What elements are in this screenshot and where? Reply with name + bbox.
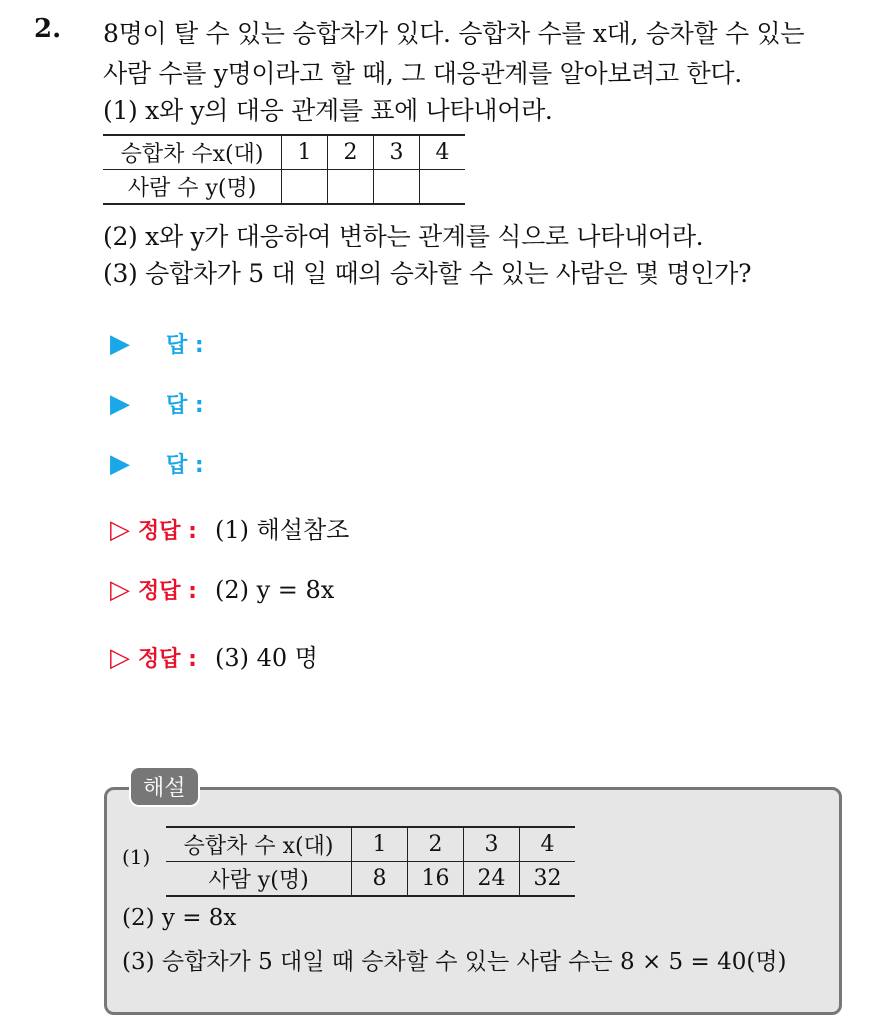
table-blank-cell[interactable] [328, 170, 374, 205]
outline-triangle-icon: ▷ [110, 643, 130, 673]
table-header-people: 사람 수 y(명) [127, 176, 257, 201]
outline-triangle-icon: ▷ [110, 575, 130, 605]
explanation-part2: (2) y = 8x [122, 905, 237, 931]
table-cell: 3 [374, 135, 420, 170]
table-cell: 2 [328, 135, 374, 170]
table-cell: 24 [464, 862, 520, 897]
answer-label: 답 : [166, 453, 204, 478]
problem-text-line1: 8명이 탈 수 있는 승합차가 있다. 승합차 수를 x대, 승차할 수 있는 [103, 19, 805, 48]
table-cell: 2 [408, 827, 464, 862]
answer-slot-1[interactable] [110, 328, 204, 359]
explanation-part1-label: (1) [122, 845, 151, 869]
table-cell: 8 [352, 862, 408, 897]
answer-table [103, 134, 465, 205]
question-3: (3) 승합차가 5 대 일 때의 승차할 수 있는 사람은 몇 명인가? [103, 259, 752, 288]
answer-label: 답 : [166, 393, 204, 418]
question-1: (1) x와 y의 대응 관계를 표에 나타내어라. [103, 96, 553, 125]
problem-number: 2. [34, 14, 62, 44]
table-cell: 3 [464, 827, 520, 862]
table-cell: 1 [282, 135, 328, 170]
correct-answer-2 [110, 574, 334, 605]
play-triangle-icon: ▶ [110, 329, 130, 359]
correct-answer-1 [110, 510, 349, 545]
explanation-tag: 해설 [129, 766, 200, 807]
correct-value: (1) 해설참조 [214, 516, 350, 544]
correct-value: (3) 40 명 [214, 644, 318, 672]
table-blank-cell[interactable] [420, 170, 466, 205]
table-blank-cell[interactable] [282, 170, 328, 205]
correct-value: (2) y = 8x [214, 576, 335, 604]
play-triangle-icon: ▶ [110, 389, 130, 419]
correct-label: 정답 : [138, 579, 197, 604]
table-blank-cell[interactable] [374, 170, 420, 205]
table-header-people: 사람 y(명) [208, 868, 309, 893]
table-cell: 1 [352, 827, 408, 862]
explanation-part3: (3) 승합차가 5 대일 때 승차할 수 있는 사람 수는 8 × 5 = 40(명) [122, 949, 787, 975]
table-cell: 16 [408, 862, 464, 897]
table-header-vehicles: 승합차 수x(대) [103, 135, 282, 170]
table-cell: 4 [520, 827, 576, 862]
explanation-box [104, 787, 842, 1015]
explanation-table [166, 826, 575, 897]
answer-slot-2[interactable] [110, 388, 204, 419]
correct-label: 정답 : [138, 519, 197, 544]
correct-answer-3 [110, 638, 318, 673]
answer-slot-3[interactable] [110, 448, 204, 479]
play-triangle-icon: ▶ [110, 449, 130, 479]
table-cell: 4 [420, 135, 466, 170]
answer-label: 답 : [166, 333, 204, 358]
question-2: (2) x와 y가 대응하여 변하는 관계를 식으로 나타내어라. [103, 222, 704, 251]
correct-label: 정답 : [138, 647, 197, 672]
outline-triangle-icon: ▷ [110, 515, 130, 545]
table-header-vehicles: 승합차 수 x(대) [166, 827, 352, 862]
table-cell: 32 [520, 862, 576, 897]
problem-text-line2: 사람 수를 y명이라고 할 때, 그 대응관계를 알아보려고 한다. [103, 59, 742, 88]
